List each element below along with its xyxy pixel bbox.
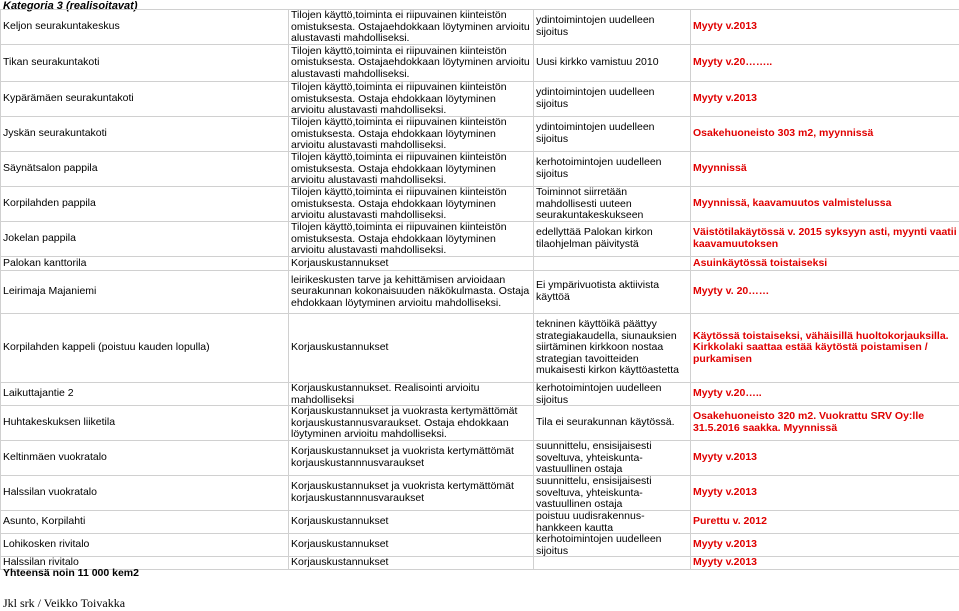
- property-name: Halssilan rivitalo: [1, 557, 289, 570]
- table-row: [1, 314, 959, 383]
- status-text: Väistötilakäytössä v. 2015 syksyyn asti, myynti vaatii kaavamuutoksen: [691, 222, 959, 257]
- total-area: Yhteensä noin 11 000 kem2: [3, 567, 139, 579]
- status-text: Myyty v.2013: [691, 476, 959, 511]
- usage-note: ydintoimintojen uudelleen sijoitus: [534, 117, 691, 152]
- status-text: Myyty v.2013: [691, 10, 959, 45]
- assessment-text: Korjauskustannukset: [289, 557, 534, 570]
- table-row: [1, 271, 959, 314]
- assessment-text: Korjauskustannukset: [289, 511, 534, 534]
- assessment-text: Tilojen käyttö,toiminta ei riipuvainen kiinteistön omistuksesta. Ostajaehdokkaan löytyminen arvioitu alustavasti mahdolliseksi.: [289, 10, 534, 45]
- usage-note: poistuu uudisrakennus-hankkeen kautta: [534, 511, 691, 534]
- assessment-text: Korjauskustannukset ja vuokrista kertymättömät korjauskustannnusvaraukset: [289, 476, 534, 511]
- status-text: Myynnissä, kaavamuutos valmistelussa: [691, 187, 959, 222]
- usage-note: [534, 257, 691, 271]
- table-row: [1, 117, 959, 152]
- property-name: Korpilahden kappeli (poistuu kauden lopulla): [1, 314, 289, 383]
- status-text: Myyty v.2013: [691, 557, 959, 570]
- status-text: Purettu v. 2012: [691, 511, 959, 534]
- table-row: [1, 222, 959, 257]
- status-text: Asuinkäytössä toistaiseksi: [691, 257, 959, 271]
- status-text: Myyty v.2013: [691, 534, 959, 557]
- property-name: Säynätsalon pappila: [1, 152, 289, 187]
- property-name: Keljon seurakuntakeskus: [1, 10, 289, 45]
- table-row: [1, 511, 959, 534]
- usage-note: Uusi kirkko vamistuu 2010: [534, 45, 691, 82]
- assessment-text: Tilojen käyttö,toiminta ei riipuvainen kiinteistön omistuksesta. Ostaja ehdokkaan löytyminen arvioitu alustavasti mahdolliseksi.: [289, 117, 534, 152]
- usage-note: ydintoimintojen uudelleen sijoitus: [534, 82, 691, 117]
- assessment-text: Tilojen käyttö,toiminta ei riipuvainen kiinteistön omistuksesta. Ostaja ehdokkaan löytyminen arvioitu alustavasti mahdolliseksi.: [289, 187, 534, 222]
- property-name: Leirimaja Majaniemi: [1, 271, 289, 314]
- usage-note: kerhotoimintojen uudelleen sijoitus: [534, 534, 691, 557]
- table-row: [1, 82, 959, 117]
- status-text: Myyty v.2013: [691, 82, 959, 117]
- assessment-text: Korjauskustannukset: [289, 534, 534, 557]
- property-name: Lohikosken rivitalo: [1, 534, 289, 557]
- property-name: Kypärämäen seurakuntakoti: [1, 82, 289, 117]
- assessment-text: Tilojen käyttö,toiminta ei riipuvainen kiinteistön omistuksesta. Ostajaehdokkaan löytyminen arvioitu alustavasti mahdolliseksi.: [289, 45, 534, 82]
- assessment-text: Korjauskustannukset. Realisointi arvioitu mahdolliseksi: [289, 383, 534, 406]
- usage-note: ydintoimintojen uudelleen sijoitus: [534, 10, 691, 45]
- status-text: Myynnissä: [691, 152, 959, 187]
- property-name: Huhtakeskuksen liiketila: [1, 406, 289, 441]
- property-name: Korpilahden pappila: [1, 187, 289, 222]
- usage-note: suunnittelu, ensisijaisesti soveltuva, yhteiskunta-vastuullinen ostaja: [534, 441, 691, 476]
- usage-note: suunnittelu, ensisijaisesti soveltuva, yhteiskunta-vastuullinen ostaja: [534, 476, 691, 511]
- status-text: Myyty v. 20……: [691, 271, 959, 314]
- usage-note: Ei ympärivuotista aktiivista käyttöä: [534, 271, 691, 314]
- usage-note: tekninen käyttöikä päättyy strategiakaudella, siunauksien siirtäminen kirkkoon nostaa strategian tavoitteiden mukaisesti kirkon käyttöastetta: [534, 314, 691, 383]
- assessment-text: leirikeskusten tarve ja kehittämisen arvioidaan seurakunnan kokonaisuuden näkökulmasta. Ostaja ehdokkaan löytyminen arvioitu mahdolliseksi.: [289, 271, 534, 314]
- usage-note: Tila ei seurakunnan käytössä.: [534, 406, 691, 441]
- category-heading: Kategoria 3 (realisoitavat): [3, 0, 138, 12]
- property-name: Halssilan vuokratalo: [1, 476, 289, 511]
- usage-note: edellyttää Palokan kirkon tilaohjelman päivitystä: [534, 222, 691, 257]
- usage-note: kerhotoimintojen uudelleen sijoitus: [534, 383, 691, 406]
- table-row: [1, 476, 959, 511]
- property-name: Jyskän seurakuntakoti: [1, 117, 289, 152]
- table-row: [1, 557, 959, 570]
- assessment-text: Korjauskustannukset ja vuokrasta kertymättömät korjauskustannusvaraukset. Ostaja ehdokkaan löytyminen arvioitu mahdolliseksi.: [289, 406, 534, 441]
- footer-credit: Jkl srk / Veikko Toivakka: [3, 596, 125, 611]
- status-text: Myyty v.2013: [691, 441, 959, 476]
- status-text: Myyty v.20…..: [691, 383, 959, 406]
- assessment-text: Korjauskustannukset: [289, 314, 534, 383]
- assessment-text: Tilojen käyttö,toiminta ei riipuvainen kiinteistön omistuksesta. Ostaja ehdokkaan löytyminen arvioitu alustavasti mahdolliseksi.: [289, 82, 534, 117]
- property-name: Laikuttajantie 2: [1, 383, 289, 406]
- table-row: [1, 152, 959, 187]
- status-text: Käytössä toistaiseksi, vähäisillä huoltokorjauksilla. Kirkkolaki saattaa estää käytöstä poistamisen / purkamisen: [691, 314, 959, 383]
- property-name: Asunto, Korpilahti: [1, 511, 289, 534]
- property-table: [0, 9, 959, 570]
- table-row: [1, 10, 959, 45]
- table-row: [1, 45, 959, 82]
- usage-note: [534, 557, 691, 570]
- table-row: [1, 534, 959, 557]
- usage-note: Toiminnot siirretään mahdollisesti uuteen seurakuntakeskukseen: [534, 187, 691, 222]
- table-row: [1, 257, 959, 271]
- usage-note: kerhotoimintojen uudelleen sijoitus: [534, 152, 691, 187]
- status-text: Myyty v.20……..: [691, 45, 959, 82]
- property-name: Keltinmäen vuokratalo: [1, 441, 289, 476]
- table-row: [1, 187, 959, 222]
- assessment-text: Korjauskustannukset: [289, 257, 534, 271]
- property-name: Palokan kanttorila: [1, 257, 289, 271]
- table-row: [1, 383, 959, 406]
- status-text: Osakehuoneisto 320 m2. Vuokrattu SRV Oy:lle 31.5.2016 saakka. Myynnissä: [691, 406, 959, 441]
- table-row: [1, 441, 959, 476]
- status-text: Osakehuoneisto 303 m2, myynnissä: [691, 117, 959, 152]
- table-row: [1, 406, 959, 441]
- assessment-text: Korjauskustannukset ja vuokrista kertymättömät korjauskustannnusvaraukset: [289, 441, 534, 476]
- assessment-text: Tilojen käyttö,toiminta ei riipuvainen kiinteistön omistuksesta. Ostaja ehdokkaan löytyminen arvioitu alustavasti mahdolliseksi.: [289, 152, 534, 187]
- property-name: Tikan seurakuntakoti: [1, 45, 289, 82]
- assessment-text: Tilojen käyttö,toiminta ei riipuvainen kiinteistön omistuksesta. Ostaja ehdokkaan löytyminen arvioitu alustavasti mahdolliseksi.: [289, 222, 534, 257]
- property-name: Jokelan pappila: [1, 222, 289, 257]
